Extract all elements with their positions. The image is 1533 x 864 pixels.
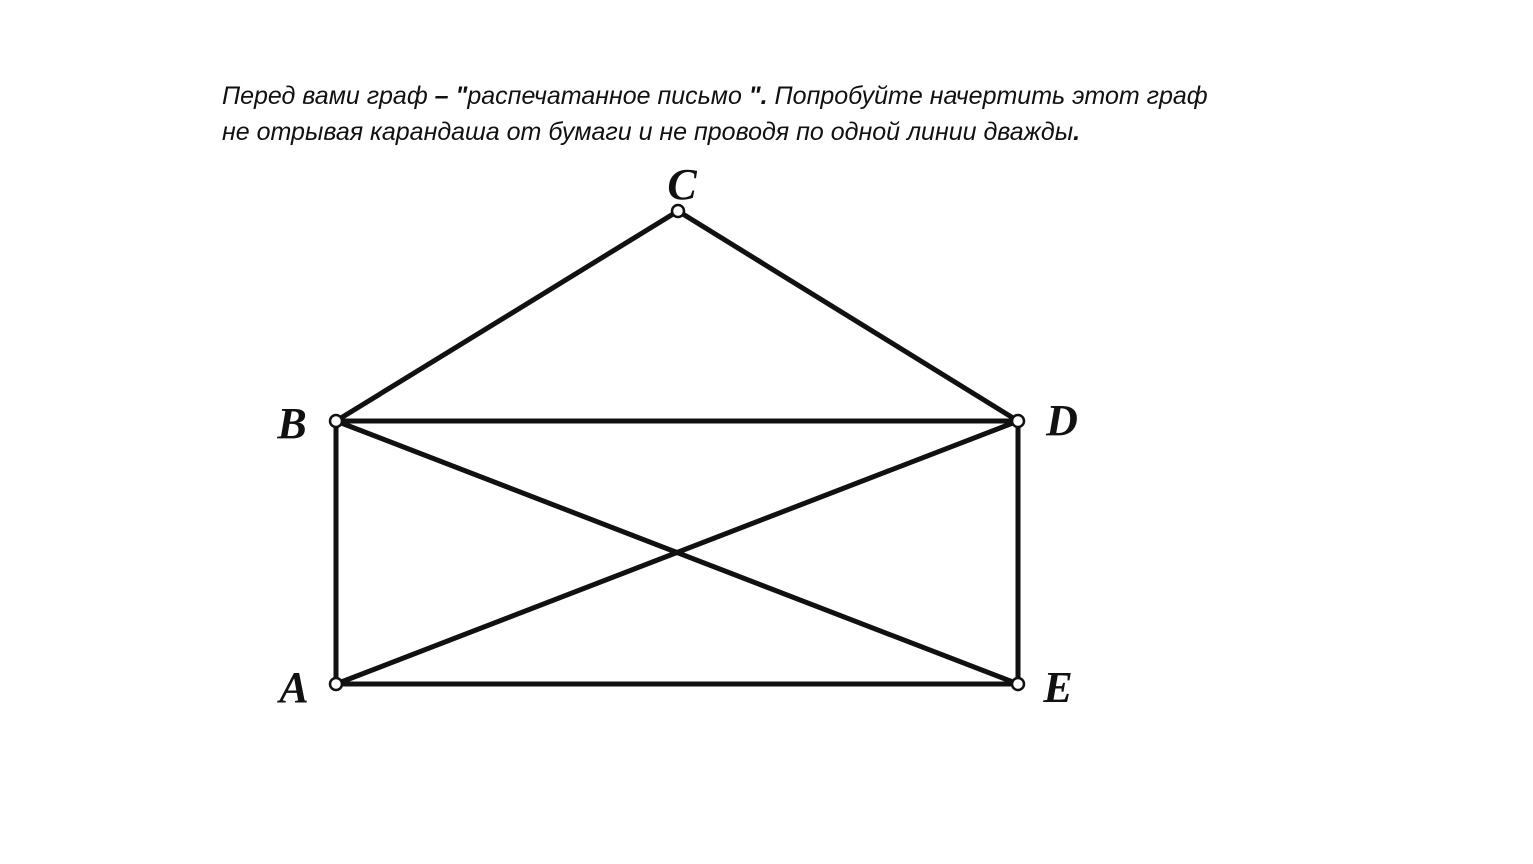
vertex-B bbox=[330, 415, 342, 427]
caption-text: Попробуйте начертить этот граф bbox=[767, 82, 1208, 110]
edge-BC bbox=[336, 211, 678, 421]
caption-closing-quote: ". bbox=[741, 82, 768, 110]
graph-edges bbox=[336, 211, 1018, 684]
vertex-A bbox=[330, 678, 342, 690]
vertex-label-B: B bbox=[277, 399, 307, 448]
caption-text: Перед вами граф bbox=[222, 82, 435, 110]
vertex-label-E: E bbox=[1043, 663, 1073, 712]
caption-text: не отрывая карандаша от бумаги и не проводя по одной линии дважды bbox=[222, 118, 1074, 146]
graph-vertex-labels bbox=[276, 160, 1078, 712]
vertex-label-D: D bbox=[1046, 396, 1078, 445]
edge-CD bbox=[678, 211, 1018, 421]
caption-dash: – " bbox=[434, 82, 468, 110]
caption-quoted-title: распечатанное письмо bbox=[467, 82, 742, 110]
graph-vertices bbox=[330, 205, 1024, 690]
vertex-E bbox=[1012, 678, 1024, 690]
vertex-D bbox=[1012, 415, 1024, 427]
caption-period: . bbox=[1073, 118, 1081, 146]
vertex-label-A: A bbox=[279, 663, 309, 712]
vertex-label-C: C bbox=[667, 160, 697, 209]
